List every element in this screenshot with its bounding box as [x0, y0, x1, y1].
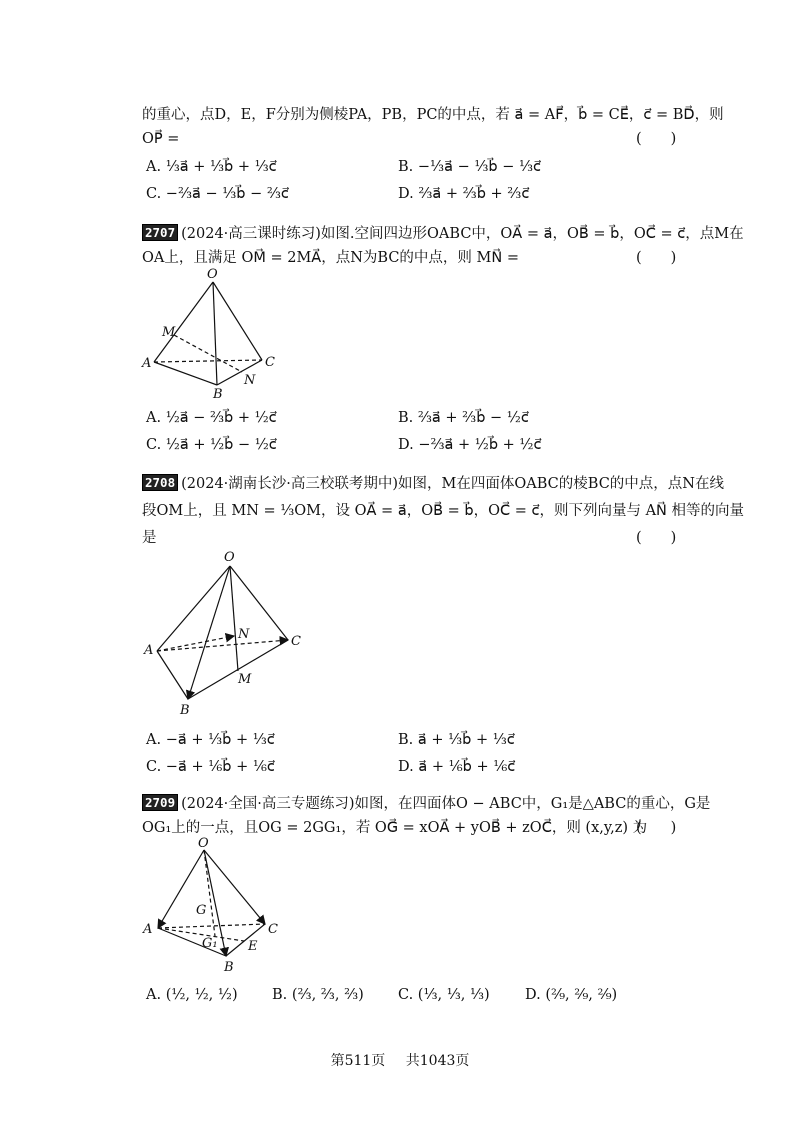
label-n: N	[238, 627, 250, 642]
q2708-number: 2708	[142, 474, 178, 491]
q2708-option-d: D. a⃗ + ⅙b⃗ + ⅙c⃗	[398, 759, 516, 775]
q2707-option-a: A. ½a⃗ − ⅔b⃗ + ½c⃗	[146, 410, 277, 426]
q2707-option-b: B. ⅔a⃗ + ⅔b⃗ − ½c⃗	[398, 410, 529, 426]
label-m: M	[162, 325, 176, 340]
q2707-option-c: C. ½a⃗ + ½b⃗ − ½c⃗	[146, 437, 277, 453]
label-m: M	[238, 672, 252, 687]
q2707-stem-text: (2024·高三课时练习)如图.空间四边形OABC中，OA⃗ = a⃗，OB⃗ = b⃗，OC⃗ = c⃗，点M在	[181, 226, 744, 242]
label-g: G	[196, 903, 207, 918]
q2706-option-b: B. −⅓a⃗ − ⅓b⃗ − ⅓c⃗	[398, 159, 541, 175]
q2709-option-d: D. (²⁄₉, ²⁄₉, ²⁄₉)	[525, 987, 618, 1003]
q2706-stem-line2: OP⃗ =	[142, 131, 180, 147]
label-o: O	[224, 550, 235, 565]
q2709-option-b: B. (⅔, ⅔, ⅔)	[272, 987, 364, 1003]
q2707-number: 2707	[142, 224, 178, 241]
label-o: O	[207, 268, 218, 282]
q2706-answer-blank: ( )	[636, 131, 677, 147]
label-e: E	[248, 939, 258, 954]
q2708-option-b: B. a⃗ + ⅓b⃗ + ⅓c⃗	[398, 732, 515, 748]
label-o: O	[198, 836, 209, 851]
label-b: B	[224, 960, 234, 975]
q2707-figure	[140, 268, 290, 403]
label-c: C	[268, 922, 278, 937]
q2708-stem-line2: 段OM上，且 MN = ⅓OM，设 OA⃗ = a⃗，OB⃗ = b⃗，OC⃗ = c⃗，则下列向量与 AN⃗ 相等的向量	[142, 503, 744, 519]
label-g1: G₁	[202, 936, 218, 951]
q2708-stem-line1	[142, 474, 724, 494]
q2709-number: 2709	[142, 794, 178, 811]
q2708-stem-text: (2024·湖南长沙·高三校联考期中)如图，M在四面体OABC的棱BC的中点，点N在线	[181, 476, 724, 492]
q2708-stem-line3: 是	[142, 530, 157, 546]
label-b: B	[213, 387, 223, 402]
label-c: C	[265, 355, 275, 370]
q2709-stem-text: (2024·全国·高三专题练习)如图，在四面体O − ABC中，G₁是△ABC的重心，G是	[181, 796, 711, 812]
q2709-answer-blank: ( )	[636, 820, 677, 836]
q2709-figure	[140, 836, 290, 976]
q2706-option-c: C. −⅔a⃗ − ⅓b⃗ − ⅔c⃗	[146, 186, 289, 202]
label-c: C	[291, 634, 301, 649]
page-footer	[0, 1050, 800, 1070]
q2706-option-a: A. ⅓a⃗ + ⅓b⃗ + ⅓c⃗	[146, 159, 277, 175]
q2708-figure	[140, 546, 315, 716]
q2709-stem-line1	[142, 794, 710, 814]
label-a: A	[144, 643, 154, 658]
label-b: B	[180, 703, 190, 716]
q2707-stem-line2: OA上，且满足 OM⃗ = 2MA⃗，点N为BC的中点，则 MN⃗ =	[142, 250, 519, 266]
q2708-answer-blank: ( )	[636, 530, 677, 546]
q2707-option-d: D. −⅔a⃗ + ½b⃗ + ½c⃗	[398, 437, 542, 453]
label-a: A	[142, 356, 152, 371]
page-number: 第511页	[330, 1053, 386, 1069]
q2706-stem-line1: 的重心，点D，E，F分别为侧棱PA，PB，PC的中点，若 a⃗ = AF⃗，b⃗ = CE⃗，c⃗ = BD⃗，则	[142, 107, 724, 123]
q2707-stem-line1	[142, 224, 744, 244]
q2707-answer-blank: ( )	[636, 250, 677, 266]
q2708-option-c: C. −a⃗ + ⅙b⃗ + ⅙c⃗	[146, 759, 275, 775]
q2709-stem-line2: OG₁上的一点，且OG = 2GG₁，若 OG⃗ = xOA⃗ + yOB⃗ + zOC⃗，则 (x,y,z) 为	[142, 820, 648, 836]
label-a: A	[143, 922, 153, 937]
q2709-option-c: C. (⅓, ⅓, ⅓)	[398, 987, 490, 1003]
page-total: 共1043页	[405, 1053, 470, 1069]
q2706-option-d: D. ⅔a⃗ + ⅔b⃗ + ⅔c⃗	[398, 186, 530, 202]
q2709-option-a: A. (½, ½, ½)	[146, 987, 238, 1003]
label-n: N	[244, 373, 256, 388]
q2708-option-a: A. −a⃗ + ⅓b⃗ + ⅓c⃗	[146, 732, 275, 748]
